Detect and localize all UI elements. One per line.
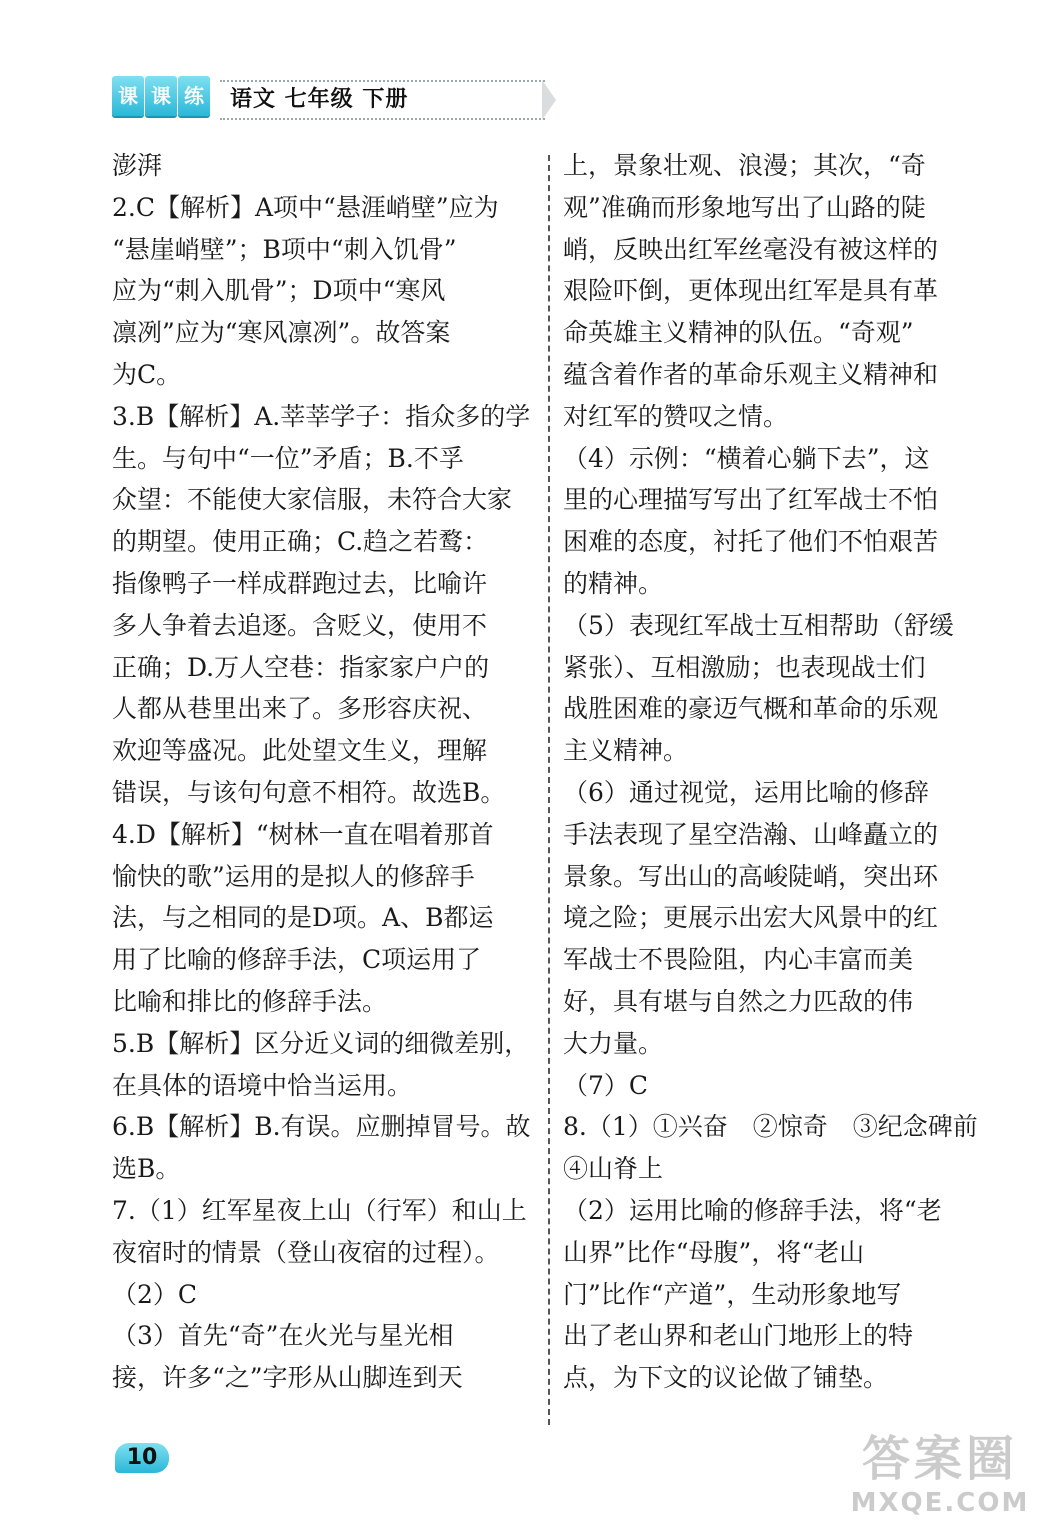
answer-line: 4.D【解析】“树林一直在唱着那首 [112,819,494,849]
answer-line: 人都从巷里出来了。多形容庆祝、 [112,694,488,724]
answer-line: 军战士不畏险阻，内心丰富而美 [563,945,914,975]
left-column [112,145,532,1399]
answer-line: 应为“刺入肌骨”；D项中“寒风 [112,276,446,306]
answer-line: 选B。 [112,1154,181,1184]
answer-line: 出了老山界和老山门地形上的特 [563,1321,914,1351]
brand-char: 课 [145,76,177,116]
answer-line: 6.B【解析】B.有误。应删掉冒号。故 [112,1112,531,1142]
answer-line: 生。与句中“一位”矛盾；B.不孚 [112,443,464,473]
answer-line: 众望：不能使大家信服，未符合大家 [112,485,513,515]
answer-line: 好，具有堪与自然之力匹敌的伟 [563,986,914,1016]
answer-line: 点，为下文的议论做了铺垫。 [563,1363,889,1393]
answer-line: 多人争着去追逐。含贬义，使用不 [112,610,488,640]
answer-line: “悬崖峭壁”；B项中“刺入饥骨” [112,234,457,264]
answer-line: （2）运用比喻的修辞手法，将“老 [563,1195,942,1225]
answer-line: 门”比作“产道”，生动形象地写 [563,1279,902,1309]
answer-line: 7.（1）红军星夜上山（行军）和山上 [112,1195,527,1225]
answer-line: 大力量。 [563,1028,664,1058]
answer-line: 峭，反映出红军丝毫没有被这样的 [563,234,939,264]
brand-char: 课 [112,76,144,116]
answer-line: 上，景象壮观、浪漫；其次，“奇 [563,151,926,180]
answer-line: 欢迎等盛况。此处望文生义，理解 [112,736,488,766]
brand-char: 练 [178,76,210,116]
answer-line: （4）示例：“横着心躺下去”，这 [563,443,930,473]
answer-line: 艰险吓倒，更体现出红军是具有革 [563,276,939,306]
brand-logo [112,76,211,116]
watermark-url: MXQE.COM [850,1488,1030,1518]
answer-line: 接，许多“之”字形从山脚连到天 [112,1363,463,1393]
answer-line: （5）表现红军战士互相帮助（舒缓 [563,610,954,640]
answer-line: 用了比喻的修辞手法，C项运用了 [112,945,482,975]
answer-line: （2）C [112,1279,198,1309]
answer-line: 错误，与该句句意不相符。故选B。 [112,777,506,807]
answer-line: 蕴含着作者的革命乐观主义精神和 [563,359,939,389]
answer-line: 比喻和排比的修辞手法。 [112,986,388,1016]
book-title: 语文 七年级 下册 [220,80,545,120]
answer-line: 在具体的语境中恰当运用。 [112,1070,413,1100]
answer-line: 的期望。使用正确；C.趋之若鹜： [112,527,489,557]
answer-line: （3）首先“奇”在火光与星光相 [112,1321,454,1351]
answer-line: 法，与之相同的是D项。A、B都运 [112,903,494,933]
answer-line: 凛冽”应为“寒风凛冽”。故答案 [112,318,451,348]
answer-line: 2.C【解析】A项中“悬涯峭壁”应为 [112,192,499,222]
answer-line: 的精神。 [563,568,664,598]
watermark-logo [845,1430,1035,1530]
watermark-text: 答案圈 [861,1431,1018,1487]
answer-line: 8.（1）①兴奋 ②惊奇 ③纪念碑前 [563,1112,978,1142]
answer-line: （7）C [563,1070,649,1100]
page-header [112,72,452,122]
page-number: 10 [115,1443,169,1473]
answer-line: 境之险；更展示出宏大风景中的红 [563,903,939,933]
answer-line: 澎湃 [112,151,163,180]
answer-line: ④山脊上 [563,1154,664,1184]
answer-line: 景象。写出山的高峻陡峭，突出环 [563,861,939,891]
answer-line: 5.B【解析】区分近义词的细微差别， [112,1028,530,1058]
answer-line: （6）通过视觉，运用比喻的修辞 [563,777,929,807]
answer-line: 里的心理描写写出了红军战士不怕 [563,485,939,515]
answer-line: 主义精神。 [563,736,689,766]
answer-line: 困难的态度，衬托了他们不怕艰苦 [563,527,939,557]
answer-line: 指像鸭子一样成群跑过去，比喻许 [112,568,488,598]
answer-line: 夜宿时的情景（登山夜宿的过程）。 [112,1237,500,1267]
answer-line: 正确；D.万人空巷：指家家户户的 [112,652,490,682]
answer-line: 对红军的赞叹之情。 [563,401,789,431]
answer-line: 观”准确而形象地写出了山路的陡 [563,192,926,222]
answer-line: 手法表现了星空浩瀚、山峰矗立的 [563,819,939,849]
answer-line: 山界”比作“母腹”，将“老山 [563,1237,865,1267]
answer-line: 紧张）、互相激励；也表现战士们 [563,652,926,682]
answer-line: 3.B【解析】A.莘莘学子：指众多的学 [112,401,531,431]
answer-line: 为C。 [112,359,182,389]
column-divider [548,155,550,1425]
answer-line: 战胜困难的豪迈气概和革命的乐观 [563,694,939,724]
answer-line: 命英雄主义精神的队伍。“奇观” [563,318,914,348]
right-column [563,145,988,1399]
answer-line: 愉快的歌”运用的是拟人的修辞手 [112,861,475,891]
header-arrow-decoration [542,80,556,120]
